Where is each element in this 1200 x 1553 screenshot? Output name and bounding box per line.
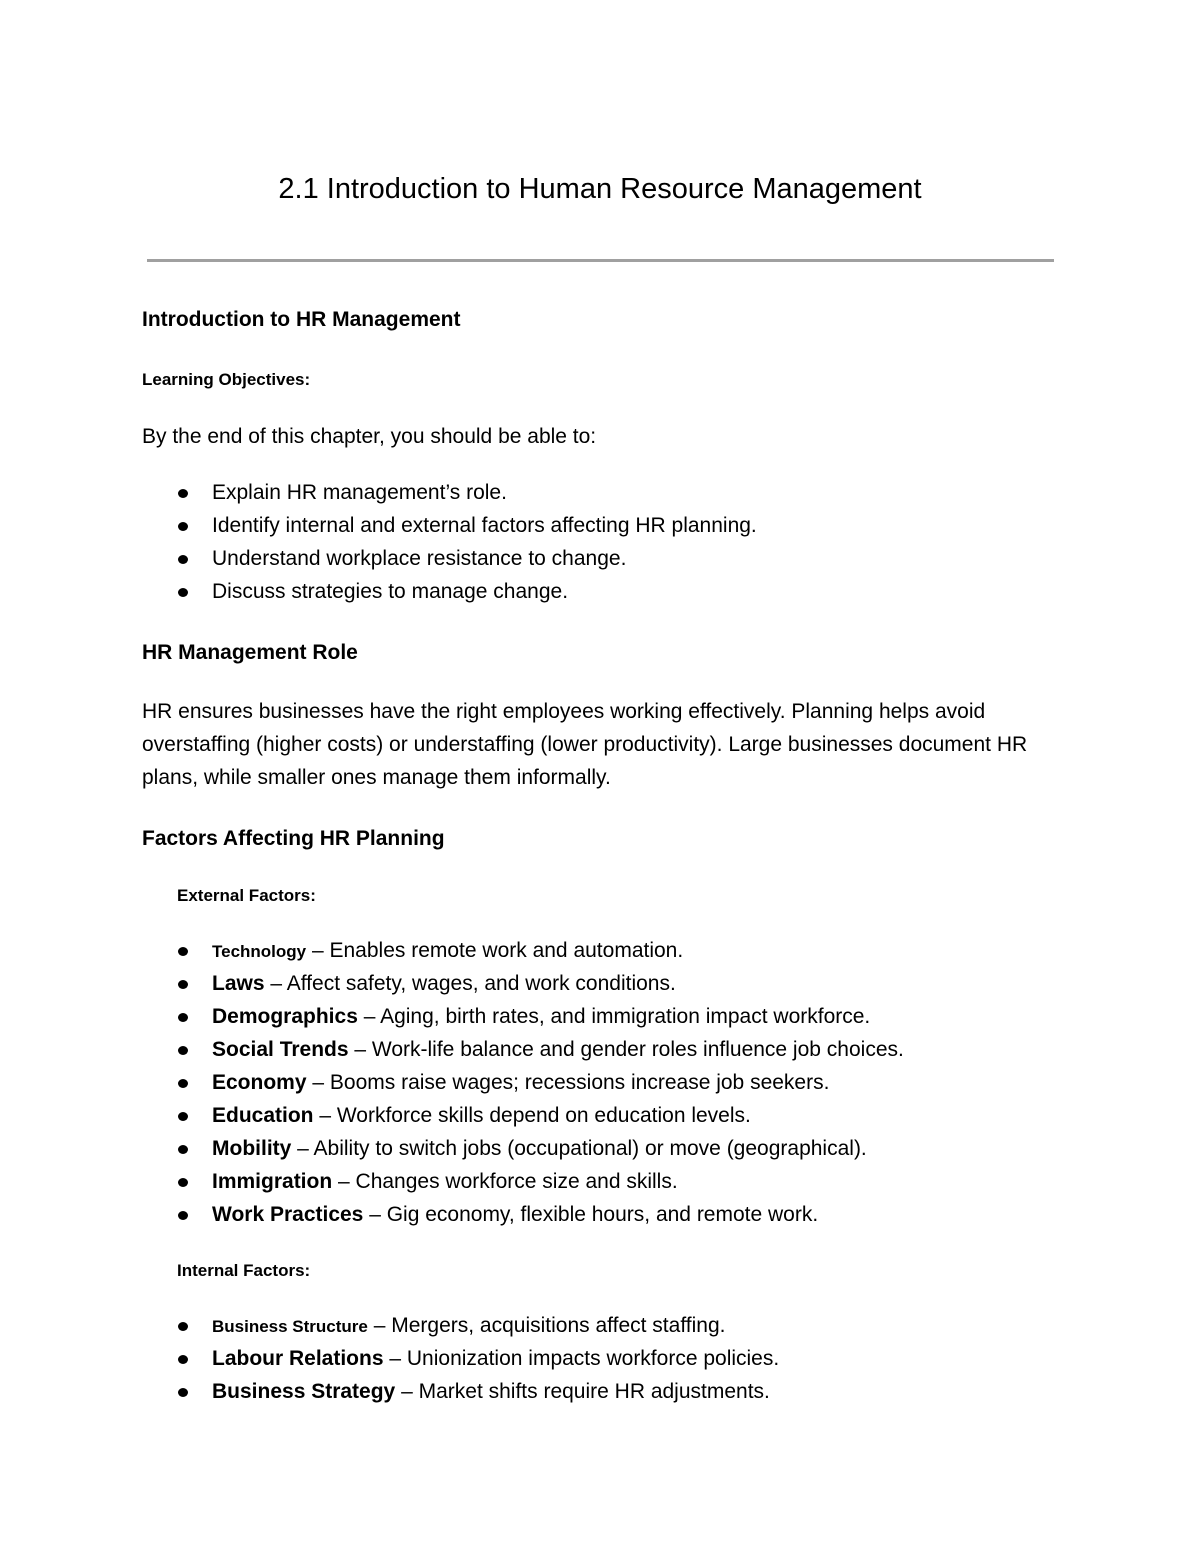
factor-term: Economy [212,1071,307,1094]
factor-description: – Ability to switch jobs (occupational) or move (geographical). [291,1137,867,1160]
bullet-icon [178,1013,188,1022]
bullet-icon [178,1046,188,1055]
bullet-icon [178,555,188,564]
bullet-icon [178,489,188,498]
factor-description: – Gig economy, flexible hours, and remote work. [363,1203,819,1226]
objective-text: Explain HR management’s role. [212,481,507,504]
bullet-icon [178,980,188,989]
bullet-icon [178,1178,188,1187]
factor-description: – Work-life balance and gender roles influence job choices. [348,1038,904,1061]
bullet-icon [178,522,188,531]
learning-objectives-label: Learning Objectives: [142,370,311,389]
section-heading-intro: Introduction to HR Management [142,308,461,331]
bullet-icon [178,1388,188,1397]
factor-term: Demographics [212,1005,358,1028]
bullet-icon [178,1112,188,1121]
bullet-icon [178,1355,188,1364]
factor-description: – Booms raise wages; recessions increase job seekers. [306,1071,830,1094]
objective-text: Discuss strategies to manage change. [212,580,569,603]
factor-term: Laws [212,972,265,995]
bullet-icon [178,1079,188,1088]
bullet-icon [178,588,188,597]
factor-term: Work Practices [212,1203,364,1226]
factor-description: – Market shifts require HR adjustments. [395,1380,770,1403]
horizontal-rule [147,259,1054,262]
factor-term: Mobility [212,1137,292,1160]
factor-description: – Enables remote work and automation. [306,939,684,962]
factor-description: – Aging, birth rates, and immigration impact workforce. [357,1005,871,1028]
role-paragraph: HR ensures businesses have the right employees working effectively. Planning helps avoid overstaffing (higher costs) or understaffing (lower productivity). Large businesses document HR plans, while smaller ones manage them informally. [142,700,1028,789]
factor-description: – Workforce skills depend on education levels. [313,1104,751,1127]
bullet-icon [178,1322,188,1331]
section-heading-role: HR Management Role [142,641,358,664]
factor-description: – Unionization impacts workforce policies. [383,1347,780,1370]
factor-description: – Changes workforce size and skills. [332,1170,678,1193]
factor-term: Social Trends [212,1038,349,1061]
document-title: 2.1 Introduction to Human Resource Management [278,173,922,205]
bullet-icon [178,947,188,956]
objectives-lead: By the end of this chapter, you should be able to: [142,425,597,448]
factor-term: Immigration [212,1170,333,1193]
factor-term: Business Structure [212,1317,368,1336]
factor-term: Business Strategy [212,1380,396,1403]
factor-description: – Mergers, acquisitions affect staffing. [367,1314,726,1337]
objective-text: Identify internal and external factors affecting HR planning. [212,514,757,537]
factor-term: Technology [212,942,307,961]
internal-factors-label: Internal Factors: [177,1261,311,1280]
bullet-icon [178,1145,188,1154]
factor-description: – Affect safety, wages, and work conditions. [264,972,676,995]
bullet-icon [178,1211,188,1220]
objective-text: Understand workplace resistance to change. [212,547,627,570]
external-factors-label: External Factors: [177,886,316,905]
section-heading-factors: Factors Affecting HR Planning [142,827,445,850]
factor-term: Labour Relations [212,1347,384,1370]
factor-term: Education [212,1104,314,1127]
